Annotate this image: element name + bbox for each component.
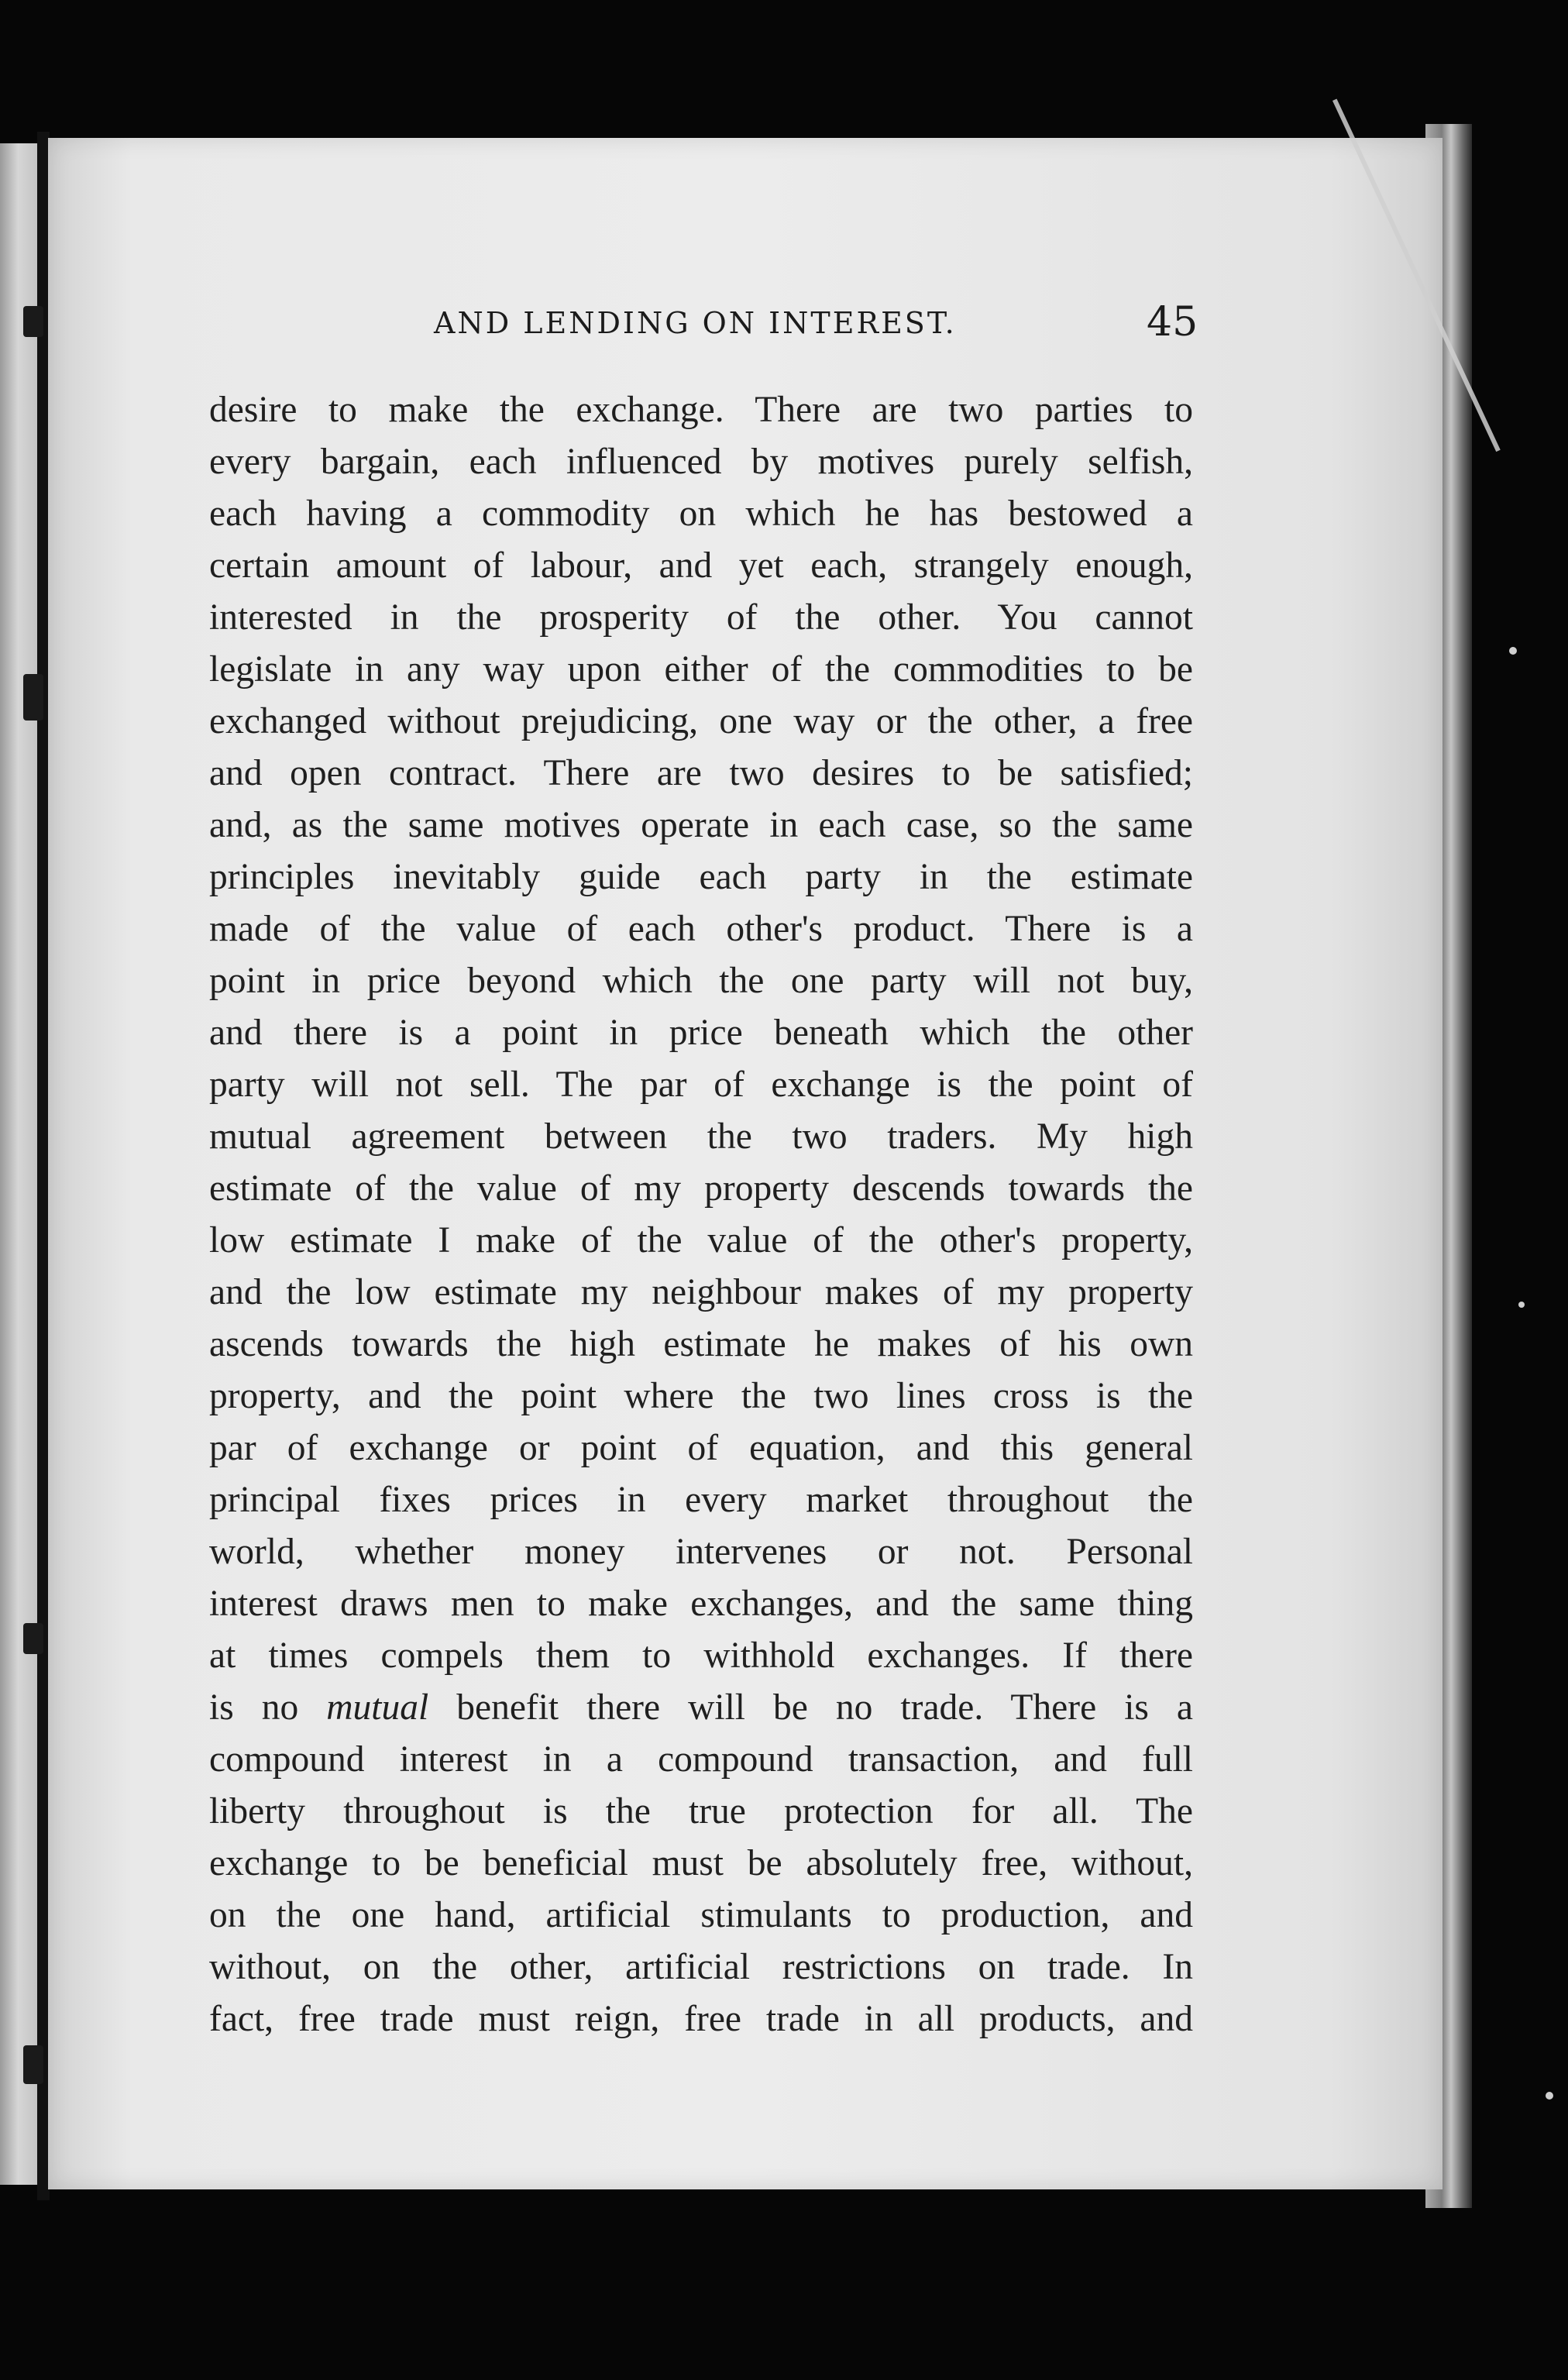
text-line: interest draws men to make exchanges, and the same thing [209, 1584, 1193, 1624]
text-line: legislate in any way upon either of the commodities to be [209, 649, 1193, 690]
binding-mark [23, 2045, 43, 2084]
text-line: property, and the point where the two lines cross is the [209, 1376, 1193, 1416]
binding-mark [23, 1623, 43, 1654]
text-line: and there is a point in price beneath which the other [209, 1013, 1193, 1053]
text-line: point in price beyond which the one party will not buy, [209, 961, 1193, 1001]
dust-speck [1546, 2092, 1553, 2100]
text-line: every bargain, each influenced by motives purely selfish, [209, 442, 1193, 482]
emphasized-word: mutual [326, 1687, 429, 1728]
text-line: estimate of the value of my property descends towards the [209, 1168, 1193, 1209]
text-line: on the one hand, artificial stimulants to production, and [209, 1895, 1193, 1935]
text-fragment: is no [209, 1687, 327, 1728]
text-line: principal fixes prices in every market throughout the [209, 1480, 1193, 1520]
text-line: and open contract. There are two desires to be satisfied; [209, 753, 1193, 793]
text-line: made of the value of each other's product. There is a [209, 909, 1193, 949]
binding-mark [23, 306, 43, 337]
running-head: AND LENDING ON INTEREST. [434, 306, 957, 340]
text-line: low estimate I make of the value of the other's property, [209, 1220, 1193, 1261]
text-line: mutual agreement between the two traders. My high [209, 1116, 1193, 1157]
text-line: and, as the same motives operate in each case, so the same [209, 805, 1193, 845]
text-line: desire to make the exchange. There are two parties to [209, 390, 1193, 430]
text-line: world, whether money intervenes or not. Personal [209, 1532, 1193, 1572]
text-line: at times compels them to withhold exchanges. If there [209, 1635, 1193, 1676]
binding-mark [23, 674, 43, 721]
text-line [209, 1682, 1193, 1734]
text-line: interested in the prosperity of the other. You cannot [209, 597, 1193, 638]
text-line: principles inevitably guide each party in the estimate [209, 857, 1193, 897]
text-line: without, on the other, artificial restrictions on trade. In [209, 1947, 1193, 1987]
text-fragment: benefit there will be no trade. There is a [428, 1687, 1193, 1728]
text-line: fact, free trade must reign, free trade in all products, and [209, 1999, 1193, 2039]
text-line: certain amount of labour, and yet each, strangely enough, [209, 545, 1193, 586]
text-line: par of exchange or point of equation, and this general [209, 1428, 1193, 1468]
text-line: compound interest in a compound transaction, and full [209, 1739, 1193, 1780]
body-text [209, 384, 1193, 2045]
text-line: exchange to be beneficial must be absolutely free, without, [209, 1843, 1193, 1883]
page-number: 45 [1147, 299, 1198, 346]
text-line: and the low estimate my neighbour makes of my property [209, 1272, 1193, 1312]
text-line: exchanged without prejudicing, one way or the other, a free [209, 701, 1193, 741]
text-line: liberty throughout is the true protection for all. The [209, 1791, 1193, 1831]
text-line: ascends towards the high estimate he makes of his own [209, 1324, 1193, 1364]
text-line: each having a commodity on which he has bestowed a [209, 494, 1193, 534]
dust-speck [1518, 1302, 1525, 1308]
text-line: party will not sell. The par of exchange is the point of [209, 1064, 1193, 1105]
dust-speck [1509, 647, 1517, 655]
